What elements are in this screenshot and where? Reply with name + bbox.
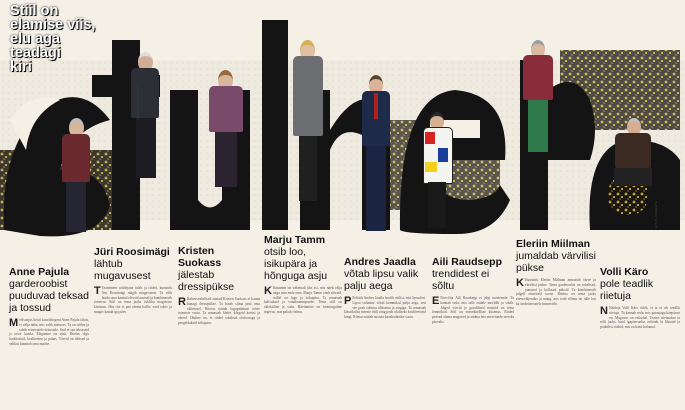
article-headline: garderoobist puuduvad teksad ja tossud	[9, 278, 89, 314]
drop-cap: K	[264, 285, 272, 297]
drop-cap: E	[432, 295, 440, 307]
article-headline: pole teadlik riietuja	[600, 278, 654, 302]
article-text: Kauneim on vähemalt üks asi, mis näeb välja nagu sinu enda oma. Marju Tamm otsib rõivaid, millel on lugu ja isikupära. Ta armastab kaltsukaid ja vanakraamipoode. Tema stiil on eklektiline ja vaba. Riietumine on loominguline tegevus, mis pakub rõõmu.	[264, 286, 343, 314]
article-text: eelsoojus kristi kooridirigent Anne Pajula tähtis, et välja näha, mis valik riietuses. Ta on stiilne ja sobib erinevatele üritustele. Seal ei saa teksaseid ja tosse kanda. Elegantne on alati. Riietus olgu hoolitsetud, kvaliteetne ja puhas. Värvid on tähtsad ja valikut kinnitab oma maitse.	[9, 318, 89, 346]
article-body	[344, 296, 426, 320]
photo-juri-roosimagi	[128, 52, 162, 182]
article-text: Kunstnik Eleriin Miilman armastab värve ja värvilisi pükse. Tema garderoobis on rohelised, punased ja kollased püksid. Ta kombineerib julgelt erinevaid toone. Riietus on tema jaoks eneseväljendus ja mäng, mis toob rõõmu nii talle kui ka ümbritsevatele inimestele.	[516, 278, 596, 306]
page-header	[10, 4, 130, 74]
article-name: Eleriin Miilman	[516, 238, 591, 250]
letter-i-shape	[262, 20, 288, 230]
article-text: Rahvusvaheliselt tuntud Kristen Suokass ei kanna kunagi dressipükse. Ta hoiab silma peal oma välimusel. Riietus näitab lugupidamist teiste inimeste vastu. Ta armastab kleite, kõrgeid kontsi ja ehteid. Oluline on, et riided sobiksid olukorraga ja peegeldaksid isikupära.	[178, 297, 260, 325]
drop-cap: R	[178, 296, 186, 308]
article-kristen-suokass	[178, 245, 260, 326]
article-volli-karo	[600, 266, 680, 330]
photo-kristen-suokass	[205, 70, 247, 190]
photo-marju-tamm	[290, 40, 326, 205]
photo-anne-pajula	[58, 118, 94, 236]
article-headline: lähtub mugavusest	[94, 258, 151, 282]
article-name: Kristen Suokass	[178, 245, 222, 269]
header-line: elamise viis,	[10, 17, 96, 33]
article-name: Andres Jaadla	[344, 256, 416, 268]
drop-cap: N	[600, 305, 608, 317]
article-headline: otsib loo, isikupära ja hõnguga asju	[264, 246, 328, 282]
photo-aili-raudsepp	[420, 112, 454, 232]
article-body	[9, 318, 89, 347]
article-anne-pajula	[9, 266, 89, 347]
header-line: teadagi	[10, 45, 61, 61]
article-body	[264, 286, 342, 315]
article-name: Volli Käro	[600, 266, 649, 278]
article-body	[600, 306, 680, 330]
article-body	[432, 296, 514, 325]
header-line: elu aga	[10, 31, 60, 47]
photo-eleriin-miilman	[520, 40, 556, 155]
article-text: Ettevõtja Aili Raudsepp ei jälgi moetrende. Ta kannab seda, mis talle endale meeldib ja sobib. Julged värvid ja graafilised mustrid on tema lemmikud. Stiil on enesekindluse küsimus. Riided peavad olema mugavad ja andma hea enesetunde terveks päevaks.	[432, 296, 514, 324]
article-body	[516, 278, 596, 307]
article-name: Aili Raudsepp	[432, 256, 503, 268]
photo-andres-jaadla	[360, 75, 392, 235]
article-name: Jüri Roosimägi	[94, 246, 170, 258]
photo-caption: ETTVIL JASMEETE	[654, 201, 658, 228]
article-text: Teatrimees näitlejana tuleb ja riided, kunstnik Jüri Roosimägi räägib mugavusest. Ta võib hoida oma kantud rõivaid aastaid ja kombineerib erinevat. Stiil on tema jaoks isikliku mugavuse küsimus. Hea riie ei pea olema kallis, vaid sobiv ja mugav kanda iga päev.	[94, 286, 172, 314]
article-body	[94, 286, 172, 315]
header-line: Stiil on	[10, 3, 59, 19]
photo-volli-karo	[610, 118, 656, 190]
article-headline: jumaldab värvilisi pükse	[516, 250, 596, 274]
photo-caption: FOTOD: MARIO PAJULA	[136, 86, 140, 120]
article-aili-raudsepp	[432, 256, 514, 325]
article-eleriin-miilman	[516, 238, 596, 307]
drop-cap: T	[94, 285, 101, 297]
article-body	[178, 297, 260, 326]
drop-cap: M	[9, 317, 19, 329]
article-name: Anne Pajula	[9, 266, 70, 278]
drop-cap: P	[344, 295, 352, 307]
article-andres-jaadla	[344, 256, 426, 320]
drop-cap: K	[516, 277, 524, 289]
article-headline: trendidest ei sõltu	[432, 268, 490, 292]
header-line: kiri	[10, 59, 32, 75]
article-marju-tamm	[264, 234, 342, 315]
article-name: Marju Tamm	[264, 234, 326, 246]
article-text: Näitleja Volli Käro ütleb, et ta ei ole teadlik riietuja. Ta kannab seda, mis parasjagu käepärast on. Mugavus on esikohal. Teatris riietatakse ta rolli jaoks, kuid igapäevaelus eelistab ta lihtsaid ja praktilisi riideid, mis on hästi kulunud.	[600, 306, 680, 330]
article-text: Poliitik Andres Jaadla hoolib stiilist, eriti lipsudest. Lipsu valimine võtab hommikul palju aega, sest see peab sobima ülikonna ja särgiga. Ta armastab klassikalist meeste stiili ning peab oluliseks kvaliteetseid kingi. Riietus näitab austust kaaskodanike vastu.	[344, 296, 426, 320]
article-headline: jälestab dressipükse	[178, 269, 235, 293]
article-headline: võtab lipsu valik palju aega	[344, 268, 419, 292]
article-juri-roosimagi	[94, 246, 172, 315]
